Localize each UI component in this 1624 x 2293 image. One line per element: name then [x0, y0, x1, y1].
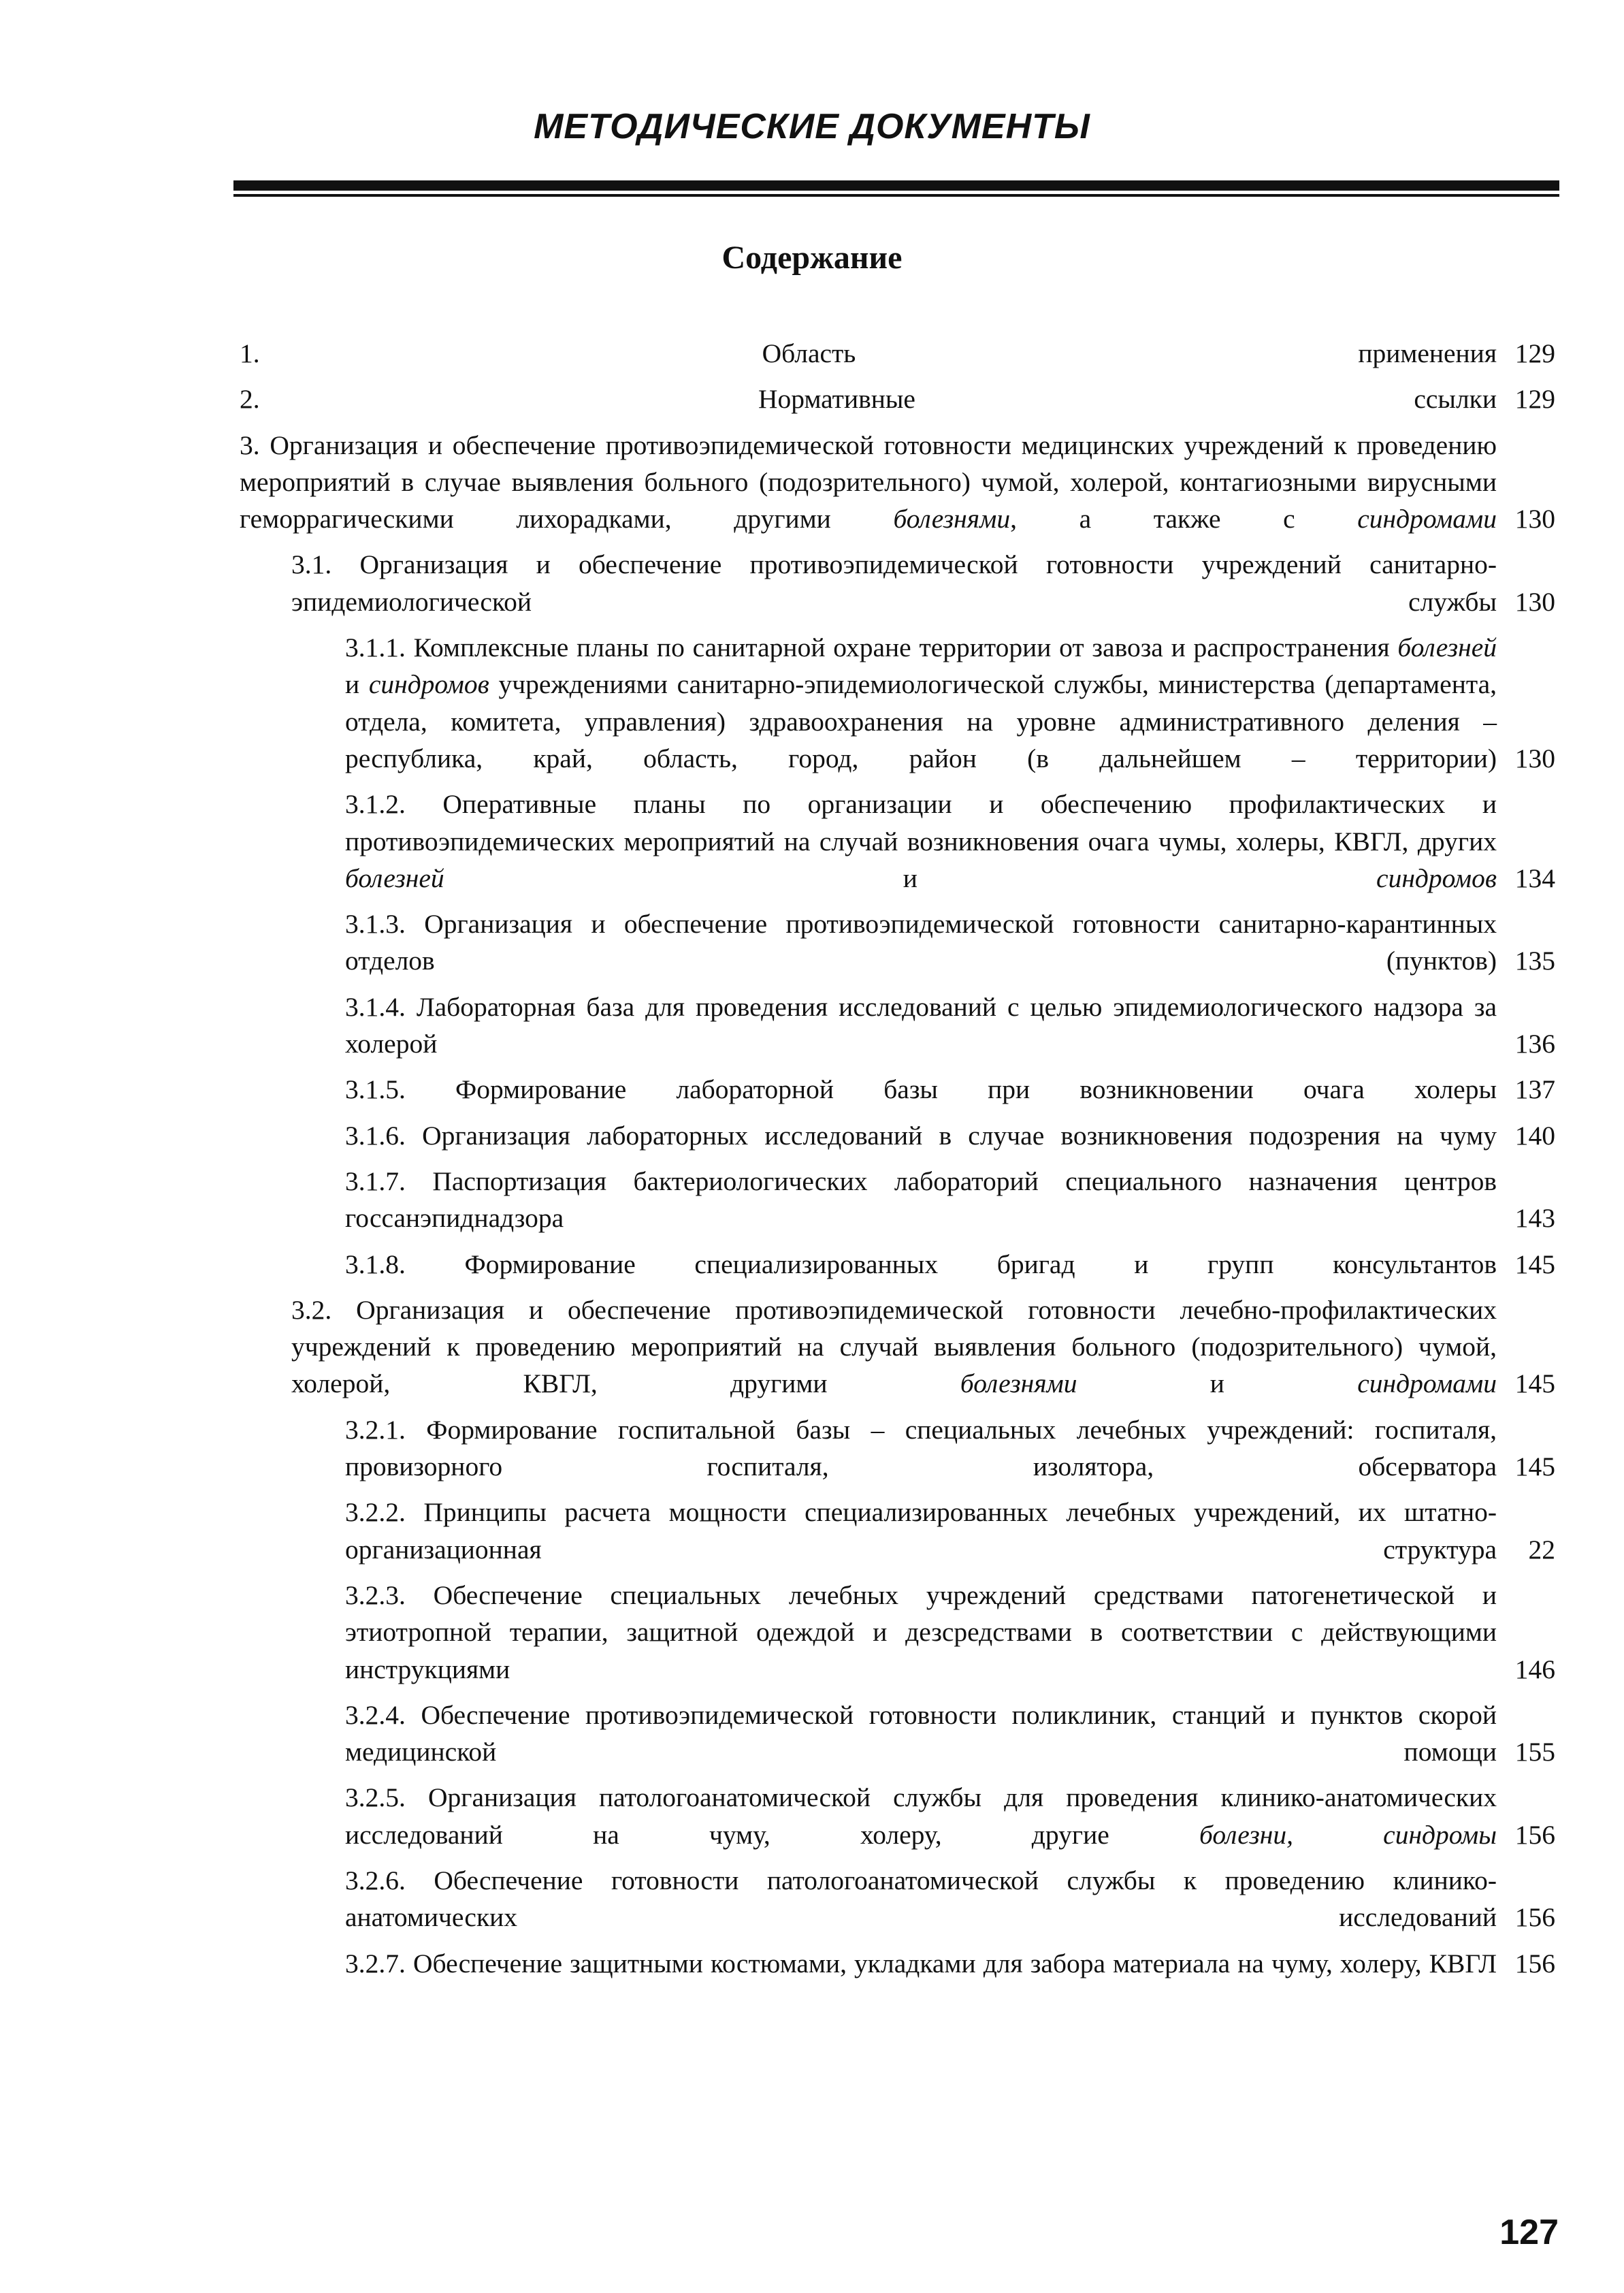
toc-entry-italic-term: синдромов: [368, 669, 489, 700]
toc-entry: [345, 1071, 1555, 1108]
toc-page-number: 22: [1502, 1531, 1555, 1568]
toc-entry-title: [345, 1782, 1497, 1849]
toc-entry-text: 1. Область применения: [240, 338, 1497, 368]
header-rule-thick: [233, 180, 1559, 191]
toc-entry-text: 3.1.5. Формирование лабораторной базы при возникновении очага холеры: [345, 1074, 1497, 1105]
toc-entry-text: 3.2.4. Обеспечение противоэпидемической готовности поликлиник, станций и пунктов скорой медицинской помощи: [345, 1699, 1497, 1767]
toc-entry-text: 3.1.6. Организация лабораторных исследований в случае возникновения подозрения на чуму: [345, 1120, 1497, 1151]
toc-entry-text: 3.1.1. Комплексные планы по санитарной охране территории от завоза и распространения: [345, 632, 1398, 663]
toc-entry-text: 3.1.2. Оперативные планы по организации и обеспечению профилактических и противоэпидемических мероприятий на случай возникновения очага чумы, холеры, КВГЛ, других: [345, 789, 1497, 856]
toc-entry: [240, 427, 1555, 538]
toc-entry-title: [345, 1580, 1497, 1684]
toc-entry-title: [345, 1497, 1497, 1564]
toc-entry-italic-term: болезнями: [893, 504, 1011, 534]
toc-entry-title: [345, 1249, 1497, 1279]
toc-entry-title: [240, 384, 1497, 414]
toc-entry-text: 3.2.1. Формирование госпитальной базы – специальных лечебных учреждений: госпиталя, провизорного госпиталя, изолятора, обсерватора: [345, 1414, 1497, 1482]
toc-entry-italic-term: болезнями: [960, 1368, 1077, 1399]
toc-page-number: 145: [1502, 1246, 1555, 1283]
toc-entry-text: 2. Нормативные ссылки: [240, 384, 1497, 415]
toc-entry: [291, 1292, 1555, 1402]
toc-page-number: 143: [1502, 1200, 1555, 1236]
toc-entry-title: [291, 549, 1497, 616]
toc-entry-text: 3. Организация и обеспечение противоэпидемической готовности медицинских учреждений к проведению мероприятий в случае выявления больного (подозрительного) чумой, холерой, контагиозными вирусными геморрагическими лихорадками, другими: [240, 430, 1497, 534]
toc-page-number: 156: [1502, 1816, 1555, 1853]
toc-page-number: 145: [1502, 1365, 1555, 1402]
toc-entry-text: и: [1077, 1368, 1358, 1399]
toc-entry: [345, 1697, 1555, 1771]
toc-page-number: 135: [1502, 942, 1555, 979]
toc-entry: [345, 1945, 1555, 1982]
toc-entry: [240, 381, 1555, 417]
toc-entry: [345, 786, 1555, 897]
toc-entry: [345, 1411, 1555, 1486]
toc-page-number: 130: [1502, 500, 1555, 537]
toc-entry-text: 3.1.4. Лабораторная база для проведения исследований с целью эпидемиологического надзора за холерой: [345, 991, 1497, 1059]
page-number: 127: [1499, 2213, 1559, 2252]
toc-entry: [240, 335, 1555, 372]
toc-entry-title: [345, 1865, 1497, 1932]
toc-entry-italic-term: синдромами: [1357, 1368, 1497, 1399]
toc-entry-italic-term: синдромами: [1357, 504, 1497, 534]
toc-entry-text: 3.2.3. Обеспечение специальных лечебных учреждений средствами патогенетической и этиотропной терапии, защитной одеждой и дезсредствами в соответствии с действующими инструкциями: [345, 1580, 1497, 1684]
toc-entry-title: [345, 632, 1497, 773]
toc-entry-text: и: [345, 669, 369, 700]
toc-entry-text: 3.1. Организация и обеспечение противоэпидемической готовности учреждений санитарно-эпидемиологической службы: [291, 549, 1497, 617]
toc-entry-text: , а также с: [1010, 504, 1358, 534]
toc-entry-text: и: [444, 863, 1377, 893]
toc-page-number: 155: [1502, 1733, 1555, 1770]
toc-entry-text: 3.1.8. Формирование специализированных бригад и групп консультантов: [345, 1249, 1497, 1279]
toc-entry-italic-term: болезни, синдромы: [1199, 1819, 1497, 1850]
toc-page-number: 129: [1502, 335, 1555, 372]
toc-entry-title: [345, 909, 1497, 976]
toc-entry-title: [345, 1166, 1497, 1233]
toc-entry-title: [345, 1949, 1497, 1978]
toc-page-number: 136: [1502, 1025, 1555, 1062]
toc-entry-title: [345, 1121, 1497, 1151]
toc-page-number: 156: [1502, 1945, 1555, 1982]
table-of-contents: [240, 335, 1555, 1991]
toc-entry-text: учреждениями санитарно-эпидемиологической службы, министерства (департамента, отдела, комитета, управления) здравоохранения на уровне административного деления – республика, край, область, город, район (в дальнейшем – территории): [345, 669, 1497, 773]
toc-entry-title: [345, 992, 1497, 1059]
toc-entry: [345, 629, 1555, 777]
header-rule-thin: [233, 194, 1559, 197]
toc-entry: [345, 1163, 1555, 1237]
toc-entry-italic-term: болезней: [345, 863, 444, 893]
toc-page-number: 140: [1502, 1117, 1555, 1154]
toc-entry-text: 3.2. Организация и обеспечение противоэпидемической готовности лечебно-профилактических учреждений к проведению мероприятий на случай выявления больного (подозрительного) чумой, холерой, КВГЛ, другими: [291, 1294, 1497, 1399]
toc-page-number: 129: [1502, 381, 1555, 417]
toc-page-number: 137: [1502, 1071, 1555, 1108]
toc-entry-text: 3.2.6. Обеспечение готовности патологоанатомической службы к проведению клинико-анатомических исследований: [345, 1865, 1497, 1933]
toc-entry-title: [345, 1700, 1497, 1767]
toc-entry-title: [240, 338, 1497, 368]
toc-page-number: 146: [1502, 1651, 1555, 1688]
toc-entry-title: [345, 1074, 1497, 1104]
toc-entry-title: [240, 430, 1497, 534]
toc-entry-italic-term: болезней: [1397, 632, 1497, 663]
contents-heading: Содержание: [721, 240, 903, 276]
toc-entry: [345, 1862, 1555, 1936]
toc-entry: [345, 1117, 1555, 1154]
toc-entry-text: 3.2.7. Обеспечение защитными костюмами, укладками для забора материала на чуму, холеру, КВГЛ: [345, 1948, 1497, 1978]
toc-entry: [345, 1779, 1555, 1853]
toc-entry-title: [345, 1415, 1497, 1481]
toc-entry-text: 3.1.7. Паспортизация бактериологических лабораторий специального назначения центров госсанэпиднадзора: [345, 1166, 1497, 1234]
toc-entry-italic-term: синдромов: [1376, 863, 1497, 893]
toc-entry: [345, 1494, 1555, 1568]
toc-page-number: 134: [1502, 860, 1555, 897]
toc-entry-text: 3.1.3. Организация и обеспечение противоэпидемической готовности санитарно-карантинных отделов (пунктов): [345, 909, 1497, 976]
toc-entry: [345, 989, 1555, 1063]
section-header-title: МЕТОДИЧЕСКИЕ ДОКУМЕНТЫ: [534, 107, 1090, 146]
toc-entry-text: 3.2.5. Организация патологоанатомической службы для проведения клинико-анатомических исследований на чуму, холеру, другие: [345, 1782, 1497, 1850]
toc-entry-text: 3.2.2. Принципы расчета мощности специализированных лечебных учреждений, их штатно-организационная структура: [345, 1497, 1497, 1565]
toc-page-number: 130: [1502, 583, 1555, 620]
toc-entry: [291, 546, 1555, 620]
toc-page-number: 156: [1502, 1899, 1555, 1936]
toc-page-number: 130: [1502, 740, 1555, 777]
toc-entry-title: [345, 789, 1497, 893]
toc-entry: [345, 905, 1555, 980]
toc-entry: [345, 1246, 1555, 1283]
toc-page-number: 145: [1502, 1448, 1555, 1485]
toc-entry: [345, 1577, 1555, 1688]
toc-entry-title: [291, 1295, 1497, 1399]
